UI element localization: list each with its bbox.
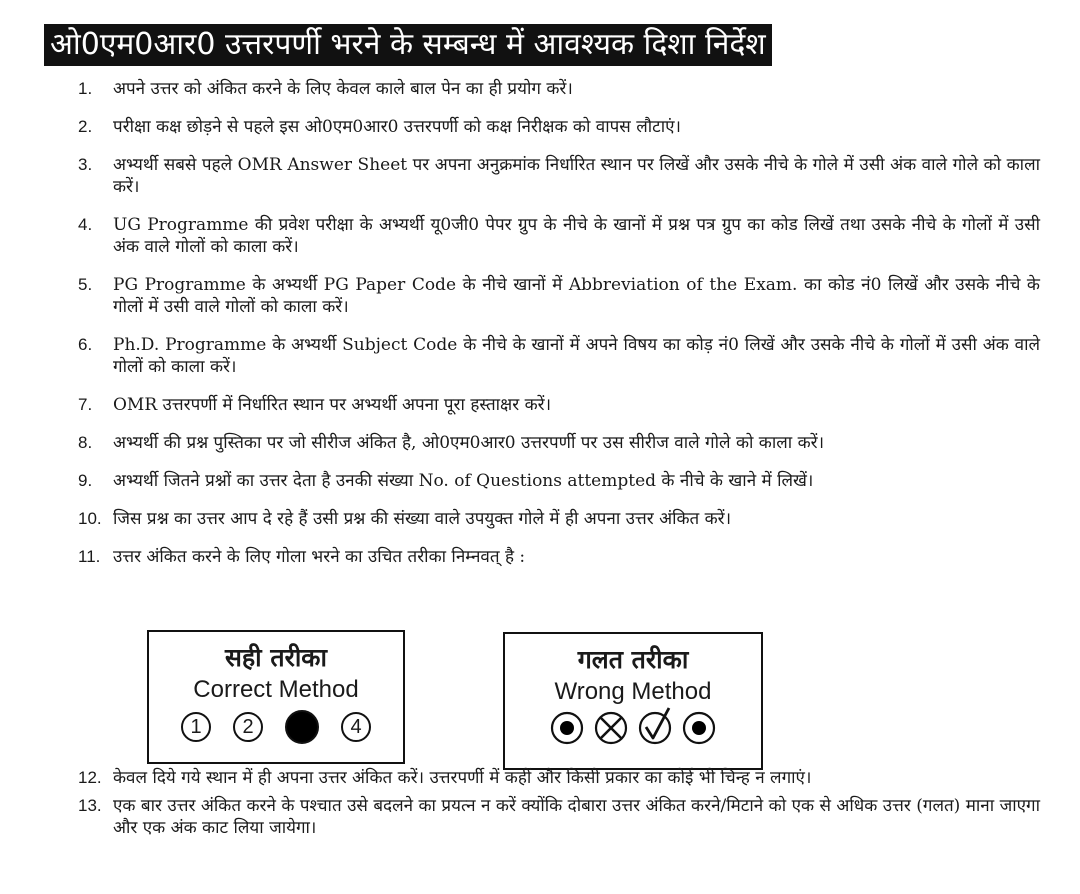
- instruction-number: 5.: [78, 275, 93, 294]
- instruction-text: अभ्यर्थी जितने प्रश्नों का उत्तर देता है उनकी संख्या No. of Questions attempted के नीचे के खाने में लिखें।: [113, 471, 814, 491]
- instruction-number: 2.: [78, 117, 93, 136]
- instruction-number: 4.: [78, 215, 93, 234]
- instruction-number: 8.: [78, 433, 93, 452]
- instruction-text: अपने उत्तर को अंकित करने के लिए केवल काले बाल पेन का ही प्रयोग करें।: [113, 79, 573, 99]
- instruction-text: PG Programme के अभ्यर्थी PG Paper Code के नीचे खानों में Abbreviation of the Exam. का कोड नं0 लिखें और उसके नीचे के गोलों में उसी वाले गोलों को काला करें।: [113, 275, 1040, 317]
- tick-icon: [637, 710, 673, 746]
- instruction-item: [78, 432, 1040, 454]
- instruction-text: केवल दिये गये स्थान में ही अपना उत्तर अंकित करें। उत्तरपर्णी में कहीं और किसी प्रकार का कोई भी चिन्ह न लगाएं।: [113, 768, 812, 788]
- instruction-item: [78, 546, 1040, 568]
- correct-bubble-row: [149, 710, 403, 744]
- page-title: ओ0एम0आर0 उत्तरपर्णी भरने के सम्बन्ध में आवश्यक दिशा निर्देश: [44, 24, 772, 66]
- closing-instruction-list: [78, 767, 1040, 845]
- instruction-text: Ph.D. Programme के अभ्यर्थी Subject Code के नीचे के खानों में अपने विषय का कोड़ नं0 लिखें और उसके नीचे के गोलों में उसी अंक वाले गोलों को काला करें।: [113, 335, 1040, 377]
- instruction-item: [78, 214, 1040, 258]
- correct-method-english-label: Correct Method: [193, 676, 359, 703]
- correct-method-hindi-label: सही तरीका: [225, 643, 327, 672]
- instruction-item: [78, 470, 1040, 492]
- instruction-number: 13.: [78, 796, 102, 815]
- instruction-number: 7.: [78, 395, 93, 414]
- instruction-item: [78, 154, 1040, 198]
- instruction-text: अभ्यर्थी सबसे पहले OMR Answer Sheet पर अपना अनुक्रमांक निर्धारित स्थान पर लिखें और उसके नीचे के गोले में उसी अंक वाले गोले को काला करें।: [113, 155, 1040, 197]
- cross-icon: [593, 710, 629, 746]
- wrong-method-english-label: Wrong Method: [554, 678, 712, 705]
- instruction-number: 9.: [78, 471, 93, 490]
- answer-bubble: 2: [233, 712, 263, 742]
- instruction-text: अभ्यर्थी की प्रश्न पुस्तिका पर जो सीरीज अंकित है, ओ0एम0आर0 उत्तरपर्णी पर उस सीरीज वाले गोले को काला करें।: [113, 433, 825, 453]
- instruction-list: [78, 78, 1040, 584]
- wrong-method-box: [503, 632, 763, 770]
- answer-bubble: 1: [181, 712, 211, 742]
- instruction-text: परीक्षा कक्ष छोड़ने से पहले इस ओ0एम0आर0 उत्तरपर्णी को कक्ष निरीक्षक को वापस लौटाएं।: [113, 117, 681, 137]
- wrong-method-hindi-label: गलत तरीका: [577, 645, 689, 674]
- instruction-number: 12.: [78, 768, 102, 787]
- wrong-bubble-row: [505, 710, 761, 746]
- instruction-text: OMR उत्तरपर्णी में निर्धारित स्थान पर अभ्यर्थी अपना पूरा हस्ताक्षर करें।: [113, 395, 552, 415]
- instruction-item: [78, 116, 1040, 138]
- instruction-number: 11.: [78, 547, 101, 566]
- answer-bubble: 4: [341, 712, 371, 742]
- instruction-item: [78, 508, 1040, 530]
- instruction-item: [78, 767, 1040, 789]
- instruction-text: जिस प्रश्न का उत्तर आप दे रहे हैं उसी प्रश्न की संख्या वाले उपयुक्त गोले में ही अपना उत्तर अंकित करें।: [113, 509, 732, 529]
- instruction-number: 1.: [78, 79, 93, 98]
- instruction-text: UG Programme की प्रवेश परीक्षा के अभ्यर्थी यू0जी0 पेपर ग्रुप के नीचे के खानों में प्रश्न पत्र ग्रुप का कोड लिखें तथा उसके नीचे के गोलों में उसी अंक वाले गोलों को काला करें।: [113, 215, 1040, 257]
- dot-icon: [681, 710, 717, 746]
- dot-icon: [549, 710, 585, 746]
- filled-bubble-icon: [285, 710, 319, 744]
- instruction-text: एक बार उत्तर अंकित करने के पश्चात उसे बदलने का प्रयत्न न करें क्योंकि दोबारा उत्तर अंकित करने/मिटाने को एक से अधिक उत्तर (गलत) माना जाएगा और एक अंक काट लिया जायेगा।: [113, 796, 1040, 838]
- instruction-item: [78, 795, 1040, 839]
- instruction-item: [78, 334, 1040, 378]
- instruction-text: उत्तर अंकित करने के लिए गोला भरने का उचित तरीका निम्नवत् है :: [113, 547, 526, 567]
- instruction-number: 10.: [78, 509, 102, 528]
- correct-method-box: [147, 630, 405, 764]
- instruction-item: [78, 394, 1040, 416]
- instruction-number: 6.: [78, 335, 93, 354]
- instruction-item: [78, 274, 1040, 318]
- instruction-item: [78, 78, 1040, 100]
- instruction-number: 3.: [78, 155, 93, 174]
